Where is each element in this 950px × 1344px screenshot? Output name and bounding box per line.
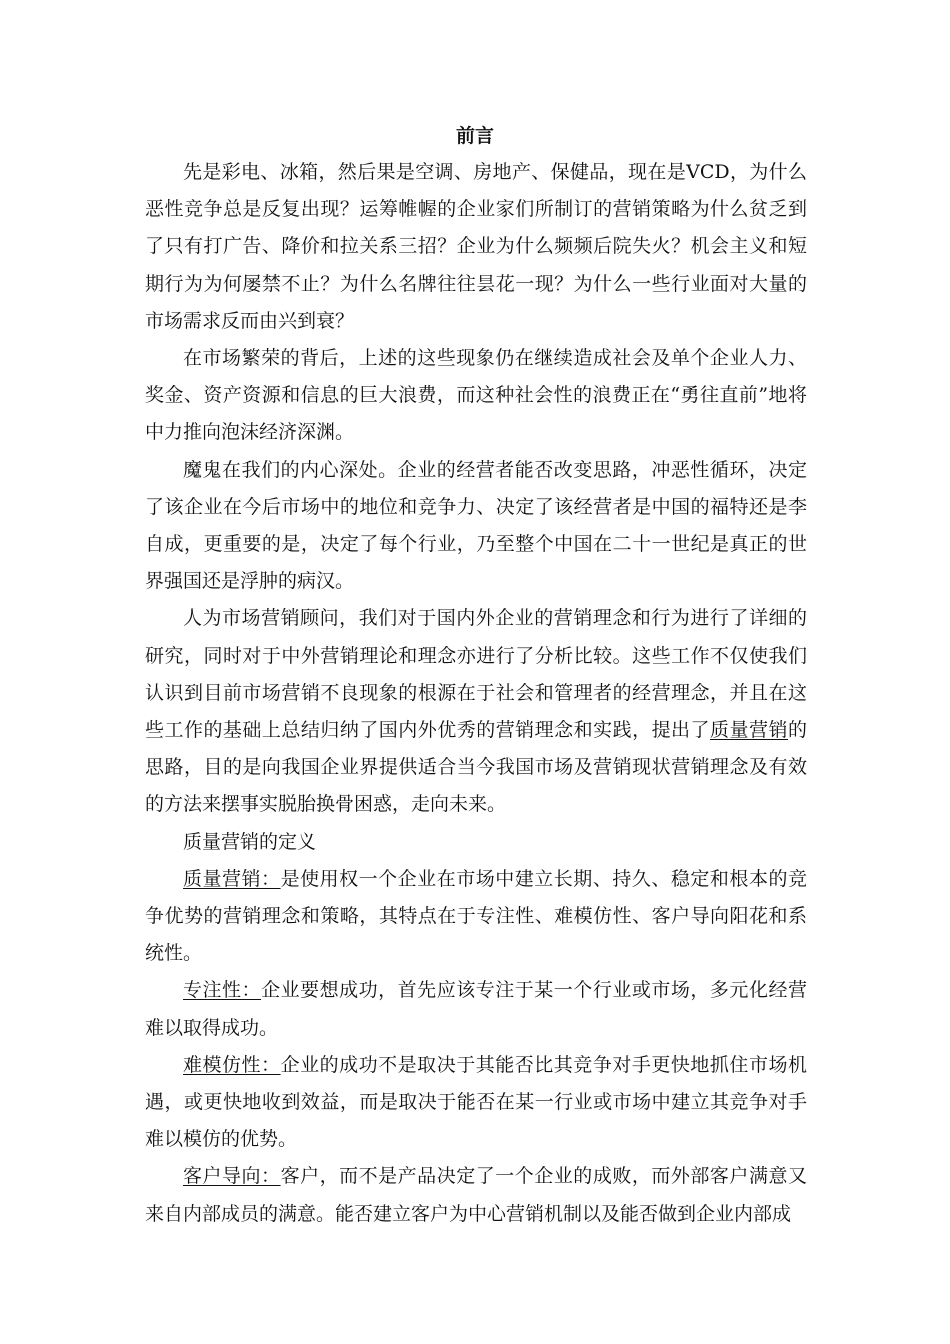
paragraph-4-text-before: 人为市场营销顾问，我们对于国内外企业的营销理念和行为进行了详细的研究，同时对于中外营销理论和理念亦进行了分析比较。这些工作不仅使我们认识到目前市场营销不良现象的根源在于社会和管理者的经营理念，并且在这些工作的基础上总结归纳了国内外优秀的营销理念和实践，提出了 — [145, 607, 807, 742]
definition-text: 企业的成功不是取决于其能否比其竞争对手更快地抓住市场机遇，或更快地收到效益，而是取决于能否在某一行业或市场中建立其竞争对手难以模仿的优势。 — [145, 1053, 807, 1151]
quality-marketing-link[interactable]: 质量营销 — [710, 719, 788, 742]
term-inimitability: 难模仿性： — [183, 1053, 281, 1076]
definition-inimitability — [145, 1047, 807, 1159]
definition-text: 客户，而不是产品决定了一个企业的成败，而外部客户满意又来自内部成员的满意。能否建立客户为中心营销机制以及能否做到企业内部成 — [145, 1165, 807, 1225]
paragraph-1: 先是彩电、冰箱，然后果是空调、房地产、保健品，现在是VCD，为什么恶性竞争总是反复出现？运筹帷幄的企业家们所制订的营销策略为什么贫乏到了只有打广告、降价和拉关系三招？企业为什么频频后院失火？机会主义和短期行为为何屡禁不止？为什么名牌往往昙花一现？为什么一些行业面对大量的市场需求反而由兴到衰？ — [145, 161, 807, 332]
definition-customer-orientation — [145, 1158, 807, 1232]
section-heading-definition: 质量营销的定义 — [183, 830, 317, 853]
term-customer-orientation: 客户导向： — [183, 1165, 281, 1188]
paragraph-4 — [145, 600, 807, 823]
paragraph-4-text-after: 的思路，目的是向我国企业界提供适合当今我国市场及营销现状营销理念及有效的方法来摆事实脱胎换骨困惑，走向未来。 — [145, 719, 807, 816]
term-quality-marketing: 质量营销： — [183, 867, 281, 890]
paragraph-3: 魔鬼在我们的内心深处。企业的经营者能否改变思路，冲恶性循环，决定了该企业在今后市场中的地位和竞争力、决定了该经营者是中国的福特还是李自成，更重要的是，决定了每个行业，乃至整个中国在二十一世纪是真正的世界强国还是浮肿的病汉。 — [145, 458, 807, 593]
definition-text: 企业要想成功，首先应该专注于某一个行业或市场，多元化经营难以取得成功。 — [145, 979, 807, 1039]
definition-quality-marketing — [145, 861, 807, 973]
page-title: 前言 — [455, 125, 494, 147]
document-body — [145, 154, 807, 1233]
definition-text: 是使用权一个企业在市场中建立长期、持久、稳定和根本的竞争优势的营销理念和策略，其特点在于专注性、难模仿性、客户导向阳花和系统性。 — [145, 867, 807, 965]
term-focus: 专注性： — [183, 979, 262, 1002]
paragraph-2: 在市场繁荣的背后，上述的这些现象仍在继续造成社会及单个企业人力、奖金、资产资源和信息的巨大浪费，而这种社会性的浪费正在“勇往直前”地将中力推向泡沫经济深渊。 — [145, 347, 807, 444]
definition-focus — [145, 972, 807, 1046]
